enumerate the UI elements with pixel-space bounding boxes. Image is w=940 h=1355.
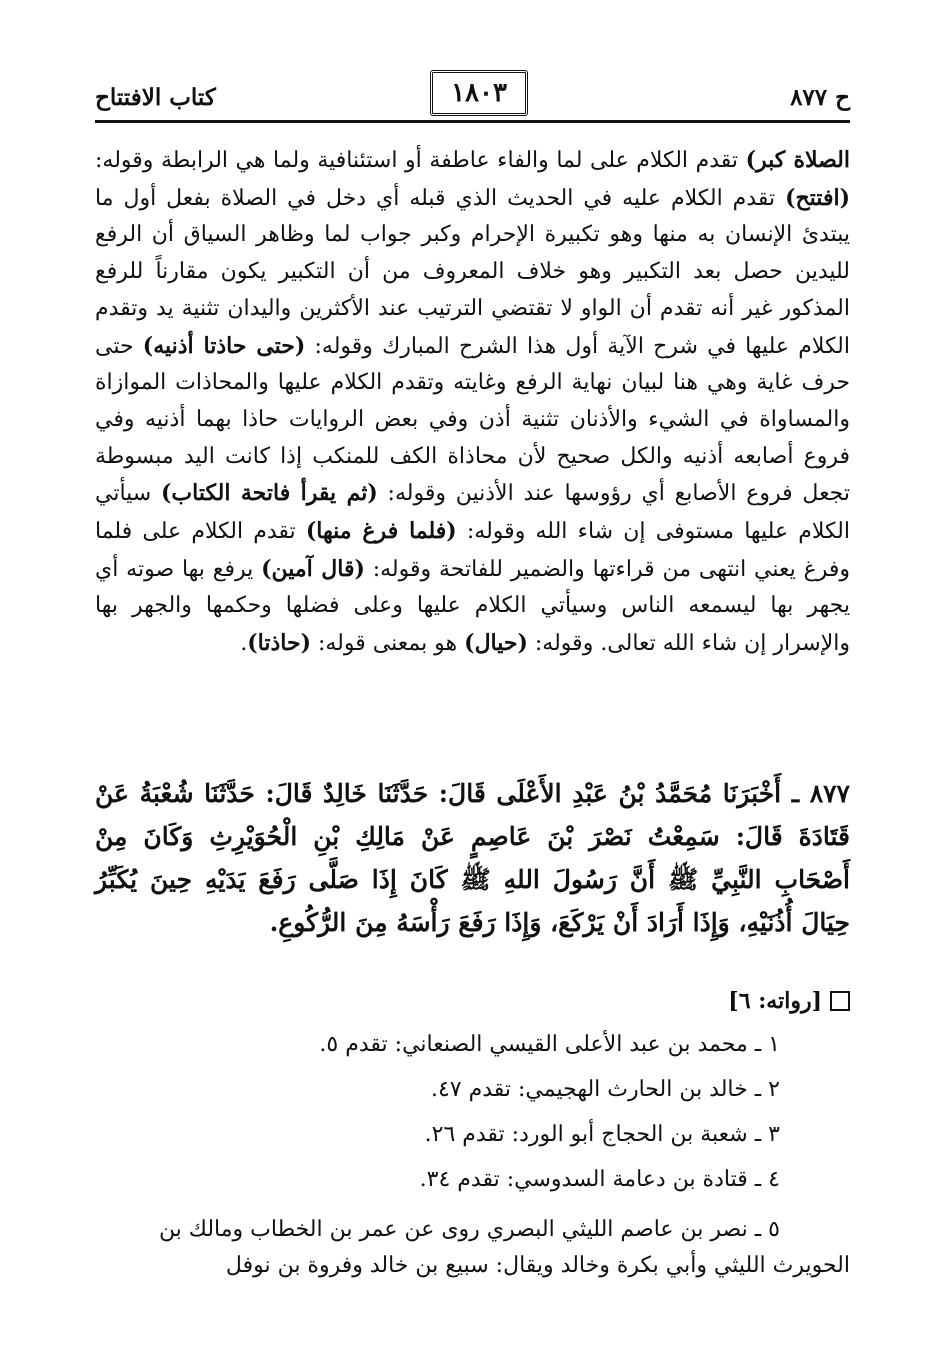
commentary-segment: حتى حرف غاية وهي هنا لبيان نهاية الرفع وغايته وتقدم الكلام عليها والمحاذات الموازاة والمساواة في الشيء والأذنان تثنية أذن وفي بعض الروايات حاذا بهما أذنيه وفي فروع أصابعه أذنيه والكل صحيح لأن محاذاة الكف للمنكب إذا كانت اليد مبسوطة تجعل فروع الأصابع أي رؤوسها عند الأذنين وقوله: bbox=[95, 333, 851, 507]
quote-bold: (ثم يقرأ فاتحة الكتاب) bbox=[161, 480, 378, 507]
narrators-heading bbox=[728, 988, 850, 1014]
commentary-segment: تقدم الكلام على فلما وفرغ يعني انتهى من قراءتها والضمير للفاتحة وقوله: bbox=[95, 519, 850, 582]
page-header bbox=[95, 62, 850, 112]
hadith-text-block bbox=[95, 772, 850, 944]
narrator-five-line: الحويرث الليثي وأبي بكرة وخالد ويقال: سبيع بن خالد وفروة بن نوفل bbox=[225, 1253, 850, 1278]
commentary-text bbox=[95, 142, 850, 663]
commentary-segment: هو بمعنى قوله: bbox=[310, 631, 465, 657]
commentary-segment: يرفع بها صوته أي يجهر بها ليسمعه الناس وسيأتي الكلام عليها وعلى فضلها وحكمها والجهر بها والإسرار إن شاء الله تعالى. وقوله: bbox=[95, 556, 850, 657]
quote-bold: (حتى حاذتا أذنيه) bbox=[142, 332, 306, 359]
quote-bold: (حيال) bbox=[464, 630, 528, 657]
commentary-paragraph bbox=[95, 142, 850, 663]
commentary-segment: . bbox=[240, 631, 248, 657]
section-number: ح ٨٧٧ bbox=[790, 84, 850, 111]
quote-bold: (قال آمين) bbox=[261, 555, 365, 582]
list-item: ٤ ـ قتادة بن دعامة السدوسي: تقدم ٣٤. bbox=[419, 1167, 780, 1192]
list-item: ٢ ـ خالد بن الحارث الهجيمي: تقدم ٤٧. bbox=[430, 1077, 780, 1102]
narrators-heading-text: [رواته: ٦] bbox=[728, 988, 822, 1014]
narrator-five bbox=[95, 1212, 850, 1284]
commentary-segment: تقدم الكلام على لما والفاء عاطفة أو استئنافية ولما هي الرابطة وقوله: bbox=[95, 148, 746, 173]
book-title: كتاب الافتتاح bbox=[95, 84, 216, 111]
header-divider bbox=[95, 120, 850, 123]
quote-bold: (حاذتا) bbox=[247, 630, 311, 657]
list-item: ٣ ـ شعبة بن الحجاج أبو الورد: تقدم ٢٦. bbox=[424, 1122, 780, 1147]
quote-bold: الصلاة كبر) bbox=[745, 147, 850, 173]
square-bullet-icon bbox=[830, 991, 850, 1011]
hadith-text: ٨٧٧ ـ أَخْبَرَنَا مُحَمَّدُ بْنُ عَبْدِ الأَعْلَى قَالَ: حَدَّثَنَا خَالِدٌ قَالَ: حَدَّثَنَا شُعْبَةُ عَنْ قَتَادَةَ قَالَ: سَمِعْتُ نَصْرَ بْنَ عَاصِمٍ عَنْ مَالِكِ بْنِ الْحُوَيْرِثِ وَكَانَ مِنْ أَصْحَابِ النَّبِيِّ ﷺ أَنَّ رَسُولَ اللهِ ﷺ كَانَ إِذَا صَلَّى رَفَعَ يَدَيْهِ حِينَ يُكَبِّرُ حِيَالَ أُذُنَيْهِ، وَإِذَا أَرَادَ أَنْ يَرْكَعَ، وَإِذَا رَفَعَ رَأْسَهُ مِنَ الرُّكُوعِ. bbox=[95, 779, 850, 937]
narrators-list bbox=[95, 1030, 850, 1210]
list-item: ١ ـ محمد بن عبد الأعلى القيسي الصنعاني: تقدم ٥. bbox=[319, 1032, 780, 1057]
quote-bold: (افتتح) bbox=[785, 184, 850, 211]
narrator-five-line: ٥ ـ نصر بن عاصم الليثي البصري روى عن عمر بن الخطاب ومالك بن bbox=[158, 1217, 780, 1242]
commentary-segment: سيأتي الكلام عليها مستوفى إن شاء الله وقوله: bbox=[95, 481, 850, 545]
commentary-segment: تقدم الكلام عليه في الحديث الذي قبله أي دخل في الصلاة بفعل أول ما يبتدئ الإنسان به منها وهو تكبيرة الإحرام وكبر جواب لما وظاهر السياق أن الرفع لليدين حصل بعد التكبير وهو خلاف المعروف من أن التكبير يكون مقارناً للرفع المذكور غير أنه تقدم أن الواو لا تقتضي الترتيب عند الأكثرين واليدان تثنية يد وتقدم الكلام عليها في شرح الآية أول هذا الشرح المبارك وقوله: bbox=[95, 185, 850, 359]
quote-bold: (فلما فرغ منها) bbox=[305, 518, 457, 545]
page-number: ١٨٠٣ bbox=[430, 70, 528, 116]
